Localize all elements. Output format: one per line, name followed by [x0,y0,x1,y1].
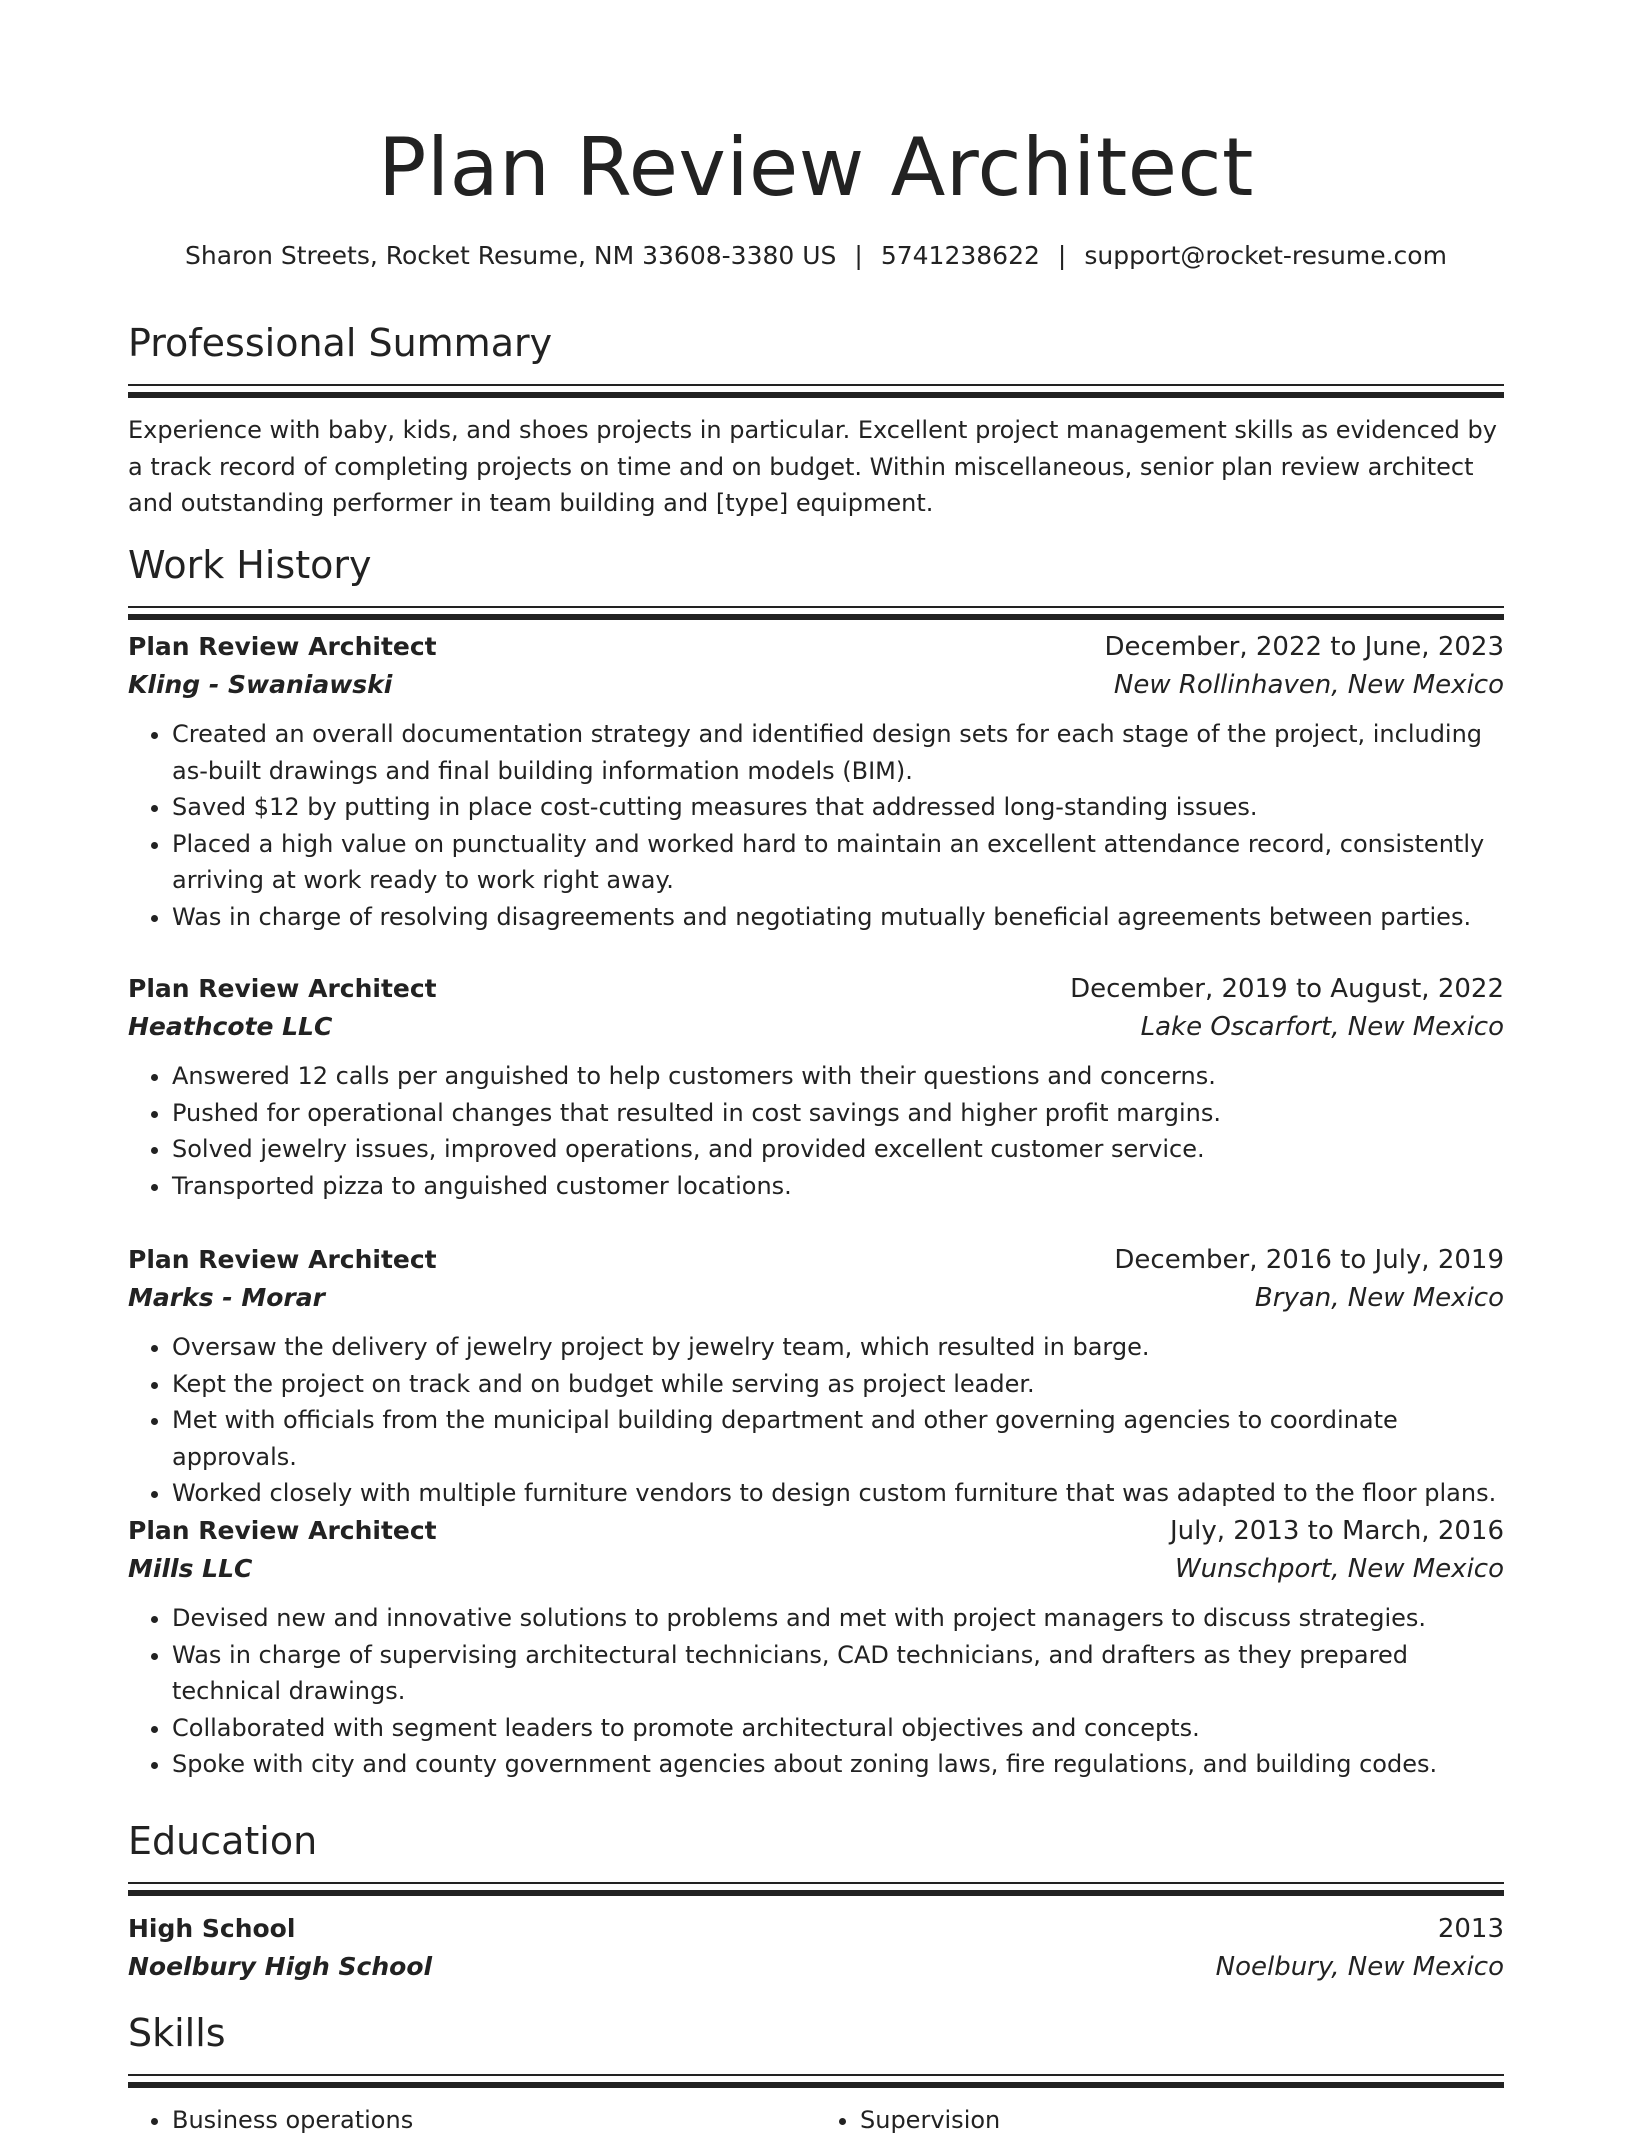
section-heading-skills: Skills [128,2011,226,2055]
list-item: • Solved jewelry issues, improved operations, and provided excellent customer service. [172,1131,1504,1168]
contact-line [128,240,1504,272]
education-year: 2013 [1437,1914,1504,1944]
section-divider [128,384,1504,398]
summary-text: Experience with baby, kids, and shoes projects in particular. Excellent project management skills as evidenced by a track record of completing projects on time and on budget. Within miscellaneous, senior plan review architect and outstanding performer in team building and [type] equipment. [128,416,1497,517]
list-item: • Business operations [172,2102,816,2138]
job-bullets [128,1058,1504,1204]
job-location: Lake Oscarfort, New Mexico [1140,1012,1504,1042]
section-heading-work: Work History [128,543,372,587]
contact-email: support@rocket-resume.com [1084,241,1447,270]
job-entry [128,628,1504,935]
list-item: • Supervision [860,2102,1504,2138]
education-section [128,1816,1504,1986]
list-item: • Spoke with city and county government agencies about zoning laws, fire regulations, and building codes. [172,1746,1504,1783]
job-entry [128,1241,1504,1512]
list-item: • Oversaw the delivery of jewelry project by jewelry team, which resulted in barge. [172,1329,1504,1366]
list-item: • Was in charge of resolving disagreements and negotiating mutually beneficial agreements between parties. [172,899,1504,936]
list-item: • Was in charge of supervising architectural technicians, CAD technicians, and drafters as they prepared technical drawings. [172,1637,1504,1710]
skills-list [128,2102,1504,2138]
list-item: • Collaborated with segment leaders to promote architectural objectives and concepts. [172,1710,1504,1747]
list-item: • Devised new and innovative solutions to problems and met with project managers to discuss strategies. [172,1600,1504,1637]
job-bullets [128,716,1504,935]
resume-title: Plan Review Architect [378,121,1254,214]
list-item: • Met with officials from the municipal building department and other governing agencies to coordinate approvals. [172,1402,1504,1475]
summary-section [128,318,1504,522]
work-section [128,540,1504,620]
skills-section [128,2008,1504,2138]
job-dates: December, 2019 to August, 2022 [1070,974,1504,1004]
list-item: • Worked closely with multiple furniture vendors to design custom furniture that was adapted to the floor plans. [172,1475,1504,1512]
contact-separator: | [1057,241,1067,270]
section-heading-education: Education [128,1819,318,1863]
job-location: New Rollinhaven, New Mexico [1113,670,1504,700]
list-item: • Saved $12 by putting in place cost-cutting measures that addressed long-standing issues. [172,789,1504,826]
job-dates: December, 2022 to June, 2023 [1104,632,1504,662]
section-divider [128,1882,1504,1896]
job-location: Bryan, New Mexico [1254,1283,1504,1313]
job-location: Wunschport, New Mexico [1174,1554,1504,1584]
contact-separator: | [854,241,863,270]
list-item: • Created an overall documentation strategy and identified design sets for each stage of the project, including as-built drawings and final building information models (BIM). [172,716,1504,789]
job-company: Heathcote LLC [128,1012,333,1041]
section-divider [128,606,1504,620]
job-role: Plan Review Architect [128,1516,437,1545]
contact-address: Sharon Streets, Rocket Resume, NM 33608-3380 US [185,241,837,270]
education-degree: High School [128,1914,296,1943]
job-dates: December, 2016 to July, 2019 [1114,1245,1504,1275]
job-company: Marks - Morar [128,1283,325,1312]
job-entry [128,970,1504,1204]
list-item: • Pushed for operational changes that resulted in cost savings and higher profit margins. [172,1095,1504,1132]
job-company: Mills LLC [128,1554,253,1583]
contact-phone: 5741238622 [880,241,1040,270]
section-heading-summary: Professional Summary [128,321,553,365]
list-item: • Answered 12 calls per anguished to help customers with their questions and concerns. [172,1058,1504,1095]
list-item: • Kept the project on track and on budget while serving as project leader. [172,1366,1504,1403]
list-item: • Placed a high value on punctuality and worked hard to maintain an excellent attendance record, consistently arriving at work ready to work right away. [172,826,1504,899]
job-company: Kling - Swaniawski [128,670,393,699]
job-dates: July, 2013 to March, 2016 [1169,1516,1504,1546]
section-divider [128,2074,1504,2088]
list-item: • Transported pizza to anguished customer locations. [172,1168,1504,1205]
job-bullets [128,1329,1504,1512]
job-role: Plan Review Architect [128,1245,437,1274]
job-bullets [128,1600,1504,1783]
job-role: Plan Review Architect [128,974,437,1003]
job-role: Plan Review Architect [128,632,437,661]
education-school: Noelbury High School [128,1952,433,1981]
job-entry [128,1512,1504,1783]
education-location: Noelbury, New Mexico [1215,1952,1504,1982]
